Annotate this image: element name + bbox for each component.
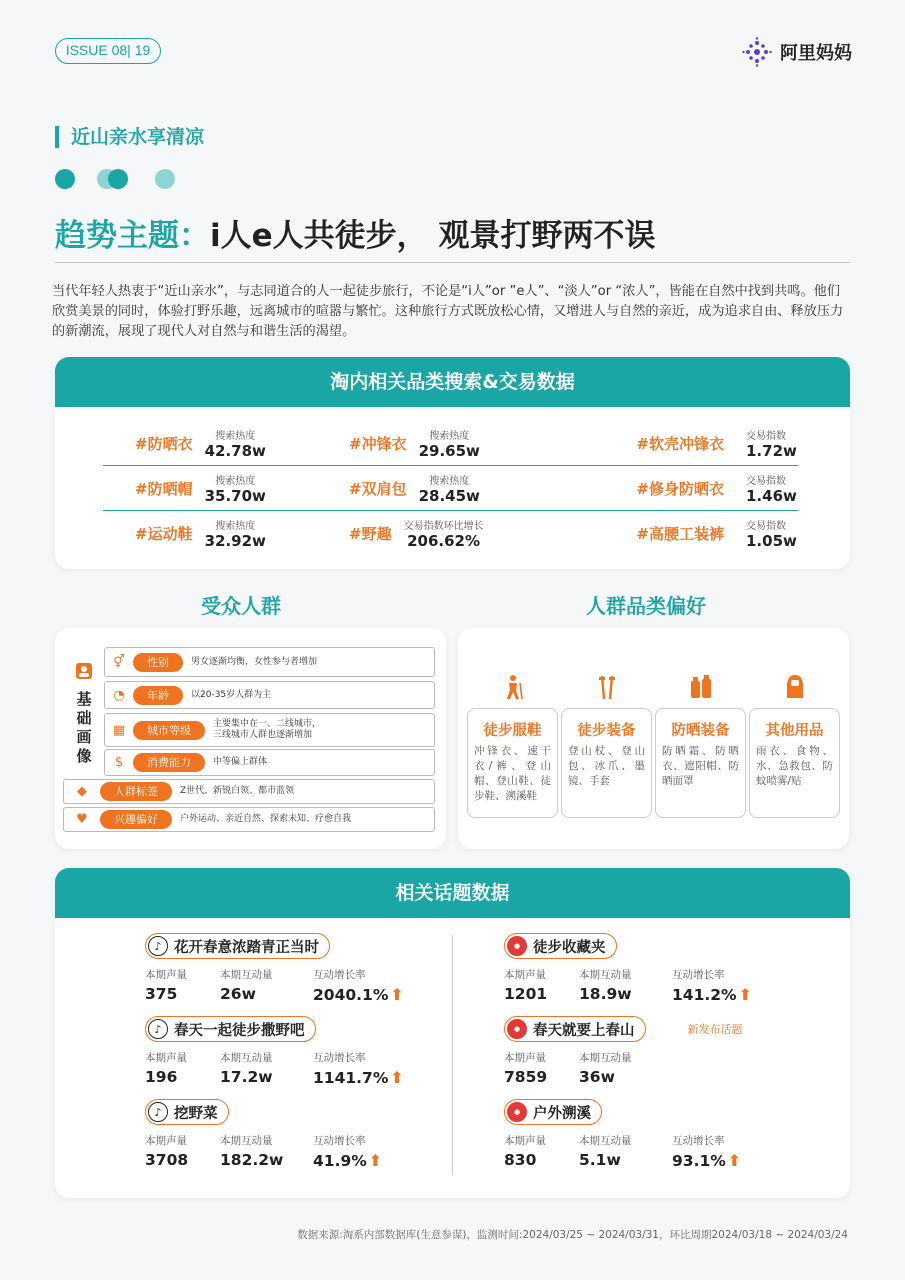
metric-label: 本期互动量 — [579, 1052, 632, 1064]
brand-name: 阿里妈妈 — [780, 43, 852, 64]
search-row — [103, 466, 798, 511]
metric-value — [220, 1068, 313, 1086]
topic-block — [504, 1099, 804, 1170]
title-rest: i人e人共徒步， 观景打野两不误 — [210, 218, 656, 254]
arrow-up-icon: ⬆ — [390, 985, 404, 1004]
metric-label: 搜索热度 — [215, 475, 256, 487]
tag-icon: ◆ — [77, 784, 87, 799]
metric-label: 交易指数 — [746, 430, 786, 442]
arrow-up-icon: ⬆ — [727, 1151, 742, 1170]
metric-value — [504, 985, 579, 1003]
topic-block — [504, 933, 804, 1004]
audience-row — [63, 779, 435, 804]
topic-volume — [145, 1050, 220, 1087]
metric-label: 交易指数 — [746, 521, 786, 532]
metric-label: 交易指数环比增长 — [403, 521, 484, 532]
metric-label: 搜索热度 — [215, 430, 256, 442]
brand-logo — [742, 37, 852, 67]
topic-interaction — [579, 967, 672, 1004]
category-tag: #修身防晒衣 — [636, 479, 724, 498]
topic-interaction — [220, 1133, 313, 1170]
arrow-up-icon: ⬆ — [390, 1068, 404, 1087]
metric-number: 93.1% — [672, 1151, 726, 1170]
topic-name: 花开春意浓踏青正当时 — [174, 939, 319, 956]
audience-desc: 主要集中在一、二线城市， 三线城市人群也逐渐增加 — [213, 719, 322, 740]
category-tag: #高腰工装裤 — [636, 525, 724, 543]
search-cell — [103, 472, 333, 505]
metric — [746, 472, 798, 505]
metric-number: 26w — [220, 985, 256, 1003]
search-data-card — [55, 357, 850, 569]
section-label: 近山亲水享清凉 — [55, 126, 204, 148]
topic-volume — [145, 967, 220, 1004]
metric-number: 141.2% — [672, 985, 737, 1004]
topic-block — [504, 1016, 804, 1086]
metric-value — [313, 1068, 404, 1087]
audience-pill: 城市等级 — [133, 721, 205, 740]
search-cell — [333, 427, 581, 460]
metric-value: 1.05w — [746, 532, 797, 550]
tiktok-icon: ♪ — [148, 936, 168, 956]
metric-value — [145, 1068, 220, 1086]
topic-metrics — [504, 1050, 804, 1086]
metric-label: 互动增长率 — [313, 969, 366, 981]
metric — [746, 427, 798, 460]
audience-pill: 消费能力 — [133, 753, 205, 772]
hiker-icon — [467, 674, 558, 704]
audience-desc: 户外运动、亲近自然、探索未知、疗愈自我 — [180, 814, 352, 824]
topic-growth — [313, 967, 404, 1004]
search-cell — [581, 427, 798, 460]
category-tag: #运动鞋 — [135, 525, 193, 543]
topic-metrics — [145, 1133, 445, 1170]
money-icon: $ — [114, 755, 124, 770]
topic-interaction — [579, 1133, 672, 1170]
metric-label: 本期声量 — [504, 1135, 546, 1147]
topic-metrics — [145, 967, 445, 1004]
audience-desc: 中等偏上群体 — [213, 757, 268, 767]
topic-header — [145, 933, 445, 959]
heart-icon: ♥ — [76, 812, 88, 827]
metric-value — [145, 985, 220, 1003]
metric-value: 42.78w — [204, 441, 266, 460]
search-row — [103, 421, 798, 466]
preference-title: 其他用品 — [765, 723, 824, 739]
basic-portrait-label — [73, 662, 95, 766]
metric-value — [145, 1151, 220, 1169]
audience-row — [104, 713, 435, 747]
basic-portrait-text — [73, 690, 95, 766]
metric-value — [672, 985, 757, 1004]
topic-metrics — [504, 967, 804, 1004]
metric-label: 本期声量 — [145, 1135, 187, 1147]
topic-volume — [504, 967, 579, 1004]
preference-card — [458, 628, 849, 849]
topic-name: 春天一起徒步撒野吧 — [174, 1022, 305, 1039]
topic-growth — [672, 967, 757, 1004]
topic-metrics — [504, 1133, 804, 1170]
preference-box — [467, 708, 558, 818]
category-tag: #野趣 — [349, 525, 392, 543]
metric-number: 3708 — [145, 1151, 189, 1169]
metric — [404, 517, 484, 550]
category-tag: #防晒衣 — [135, 434, 193, 453]
city-icon: ▦ — [112, 722, 126, 738]
brand-dots-icon — [742, 37, 772, 67]
divider — [55, 262, 850, 263]
topic-block — [145, 1016, 445, 1087]
decorative-dots — [55, 168, 185, 190]
basic-portrait-char: 像 — [76, 747, 92, 765]
metric-number: 375 — [145, 985, 178, 1003]
search-cell — [581, 517, 798, 550]
metric — [205, 517, 266, 550]
metric-number: 1141.7% — [313, 1068, 389, 1087]
metric-label: 本期声量 — [504, 1052, 546, 1064]
preference-desc: 冲锋衣、速干衣/裤、登山帽、登山鞋、徒步鞋、溯溪鞋 — [474, 745, 551, 802]
topics-card-title: 相关话题数据 — [55, 868, 850, 918]
topic-volume — [504, 1133, 579, 1170]
topic-header — [504, 1016, 804, 1042]
metric-label: 互动增长率 — [672, 969, 725, 981]
preference-title: 徒步服鞋 — [483, 723, 542, 739]
trekking-pole-icon — [561, 674, 652, 704]
metric-value — [220, 1151, 313, 1169]
metric — [205, 472, 266, 505]
age-icon: ◔ — [113, 687, 125, 703]
metric-label: 本期互动量 — [579, 1135, 632, 1147]
metric-label: 互动增长率 — [313, 1135, 366, 1147]
audience-desc: 男女逐渐均衡，女性参与者增加 — [191, 656, 318, 667]
topic-pill[interactable] — [145, 1016, 316, 1042]
preference-title: 防晒装备 — [671, 723, 730, 739]
metric-value: 32.92w — [204, 532, 266, 550]
metric — [419, 472, 480, 505]
arrow-up-icon: ⬆ — [368, 1151, 383, 1170]
audience-title: 受众人群 — [201, 594, 281, 618]
tiktok-icon: ♪ — [148, 1019, 168, 1039]
search-cell — [333, 472, 581, 505]
audience-pill: 性别 — [133, 653, 183, 672]
preference-box — [561, 708, 652, 818]
intro-paragraph: 当代年轻人热衷于“近山亲水”，与志同道合的人一起徒步旅行，不论是“i人”or ”e人”、“淡人”or “浓人”，皆能在自然中找到共鸣。他们欣赏美景的同时，体验打野乐趣，远离城市的喧嚣与繁忙。这种旅行方式既放松心情，又增进人与自然的亲近，成为追求自由、释放压力的新潮流，展现了现代人对自然与和谐生活的渴望。 — [52, 284, 844, 339]
topic-growth — [672, 1133, 757, 1170]
topic-header — [145, 1016, 445, 1042]
topic-pill[interactable] — [145, 1099, 229, 1125]
metric-label: 搜索热度 — [429, 430, 470, 442]
topic-header — [504, 933, 804, 959]
topic-interaction — [220, 1050, 313, 1087]
metric — [205, 427, 266, 460]
metric-value — [313, 1151, 398, 1170]
basic-portrait-char: 基 — [76, 690, 92, 708]
topic-block — [145, 933, 445, 1004]
metric-label: 互动增长率 — [672, 1135, 725, 1147]
metric-number: 2040.1% — [313, 985, 389, 1004]
audience-row — [63, 807, 435, 832]
metric-number: 17.2w — [220, 1068, 273, 1086]
sunscreen-icon — [655, 674, 746, 704]
topic-interaction — [579, 1050, 672, 1086]
metric-value — [313, 985, 404, 1004]
category-tag: #防晒帽 — [135, 479, 193, 498]
metric-value: 28.45w — [418, 486, 480, 505]
topic-volume — [145, 1133, 220, 1170]
audience-pill: 人群标签 — [100, 782, 172, 801]
search-cell — [333, 517, 581, 550]
topic-name: 户外溯溪 — [533, 1105, 591, 1122]
gender-icon: ⚥ — [113, 654, 125, 670]
audience-desc: 以20-35岁人群为主 — [191, 689, 272, 700]
topics-divider — [452, 935, 453, 1175]
metric-label: 交易指数 — [746, 475, 786, 487]
topic-pill[interactable] — [504, 1016, 646, 1042]
topic-name: 挖野菜 — [174, 1105, 218, 1122]
preference-desc: 登山杖、登山包、冰爪、墨镜、手套 — [568, 745, 645, 787]
search-row — [103, 511, 798, 556]
topic-pill[interactable] — [145, 933, 330, 959]
category-tag: #冲锋衣 — [349, 434, 407, 453]
search-cell — [103, 517, 333, 550]
metric-value — [672, 1151, 757, 1170]
metric-number: 196 — [145, 1068, 178, 1086]
audience-pill: 年龄 — [133, 686, 183, 705]
search-card-title: 淘内相关品类搜索&交易数据 — [55, 357, 850, 407]
arrow-up-icon: ⬆ — [738, 985, 752, 1004]
topic-volume — [504, 1050, 579, 1086]
audience-desc: Z世代、新锐白领、都市蓝领 — [180, 786, 295, 796]
category-tag: #软壳冲锋衣 — [636, 434, 724, 453]
audience-card — [55, 628, 446, 849]
search-data-grid — [103, 421, 798, 556]
topic-header — [504, 1099, 804, 1125]
preference-desc: 雨衣、食物、水、急救包、防蚊喷雾/贴 — [756, 745, 833, 787]
basic-portrait-char: 画 — [76, 728, 92, 746]
metric-number: 7859 — [504, 1068, 548, 1086]
metric-label: 本期互动量 — [220, 1135, 273, 1147]
audience-row — [104, 681, 435, 709]
topic-block — [145, 1099, 445, 1170]
xiaohongshu-icon: ● — [507, 1019, 527, 1039]
metric — [419, 427, 480, 460]
metric-label: 搜索热度 — [215, 521, 256, 532]
metric-number: 18.9w — [579, 985, 632, 1003]
issue-badge: ISSUE 08| 19 — [55, 38, 161, 64]
audience-row — [104, 647, 435, 677]
raincoat-icon — [749, 674, 840, 704]
metric-value — [504, 1068, 579, 1086]
audience-row — [104, 749, 435, 776]
metric — [746, 517, 798, 550]
metric-value: 35.70w — [204, 486, 266, 505]
data-source-note: 数据来源:淘系内部数据库(生意参谋)，监测时间:2024/03/25 ~ 2024/03/31，环比周期2024/03/18 ~ 2024/03/24 — [297, 1229, 848, 1241]
preference-title: 人群品类偏好 — [586, 594, 706, 618]
metric-value — [579, 985, 672, 1003]
new-topic-note: 新发布话题 — [687, 1023, 743, 1036]
preference-box — [749, 708, 840, 818]
topic-pill[interactable] — [504, 933, 617, 959]
metric-number: 36w — [579, 1068, 615, 1086]
xiaohongshu-icon: ● — [507, 1102, 527, 1122]
metric-value: 206.62% — [407, 532, 481, 550]
metric-label: 本期互动量 — [220, 969, 273, 981]
preference-box — [655, 708, 746, 818]
topic-pill[interactable] — [504, 1099, 602, 1125]
audience-pill: 兴趣偏好 — [100, 810, 172, 829]
metric-label: 本期互动量 — [220, 1052, 273, 1064]
preference-title: 徒步装备 — [577, 723, 636, 739]
metric-value: 1.46w — [746, 486, 797, 505]
metric-number: 182.2w — [220, 1151, 284, 1169]
title-accent: 趋势主题： — [55, 218, 210, 254]
metric-value — [220, 985, 313, 1003]
basic-portrait-char: 础 — [76, 709, 92, 727]
metric-label: 互动增长率 — [313, 1052, 366, 1064]
profile-icon — [75, 662, 93, 680]
metric-label: 本期声量 — [145, 1052, 187, 1064]
metric-value — [579, 1151, 672, 1169]
topic-metrics — [145, 1050, 445, 1087]
metric-label: 搜索热度 — [429, 475, 470, 487]
metric-number: 830 — [504, 1151, 537, 1169]
search-cell — [103, 427, 333, 460]
metric-number: 41.9% — [313, 1151, 367, 1170]
tiktok-icon: ♪ — [148, 1102, 168, 1122]
preference-desc: 防晒霜、防晒衣、遮阳帽、防晒面罩 — [662, 745, 739, 787]
metric-label: 本期声量 — [504, 969, 546, 981]
metric-label: 本期互动量 — [579, 969, 632, 981]
topic-growth — [313, 1133, 398, 1170]
metric-label: 本期声量 — [145, 969, 187, 981]
topic-name: 徒步收藏夹 — [533, 939, 606, 956]
metric-value — [579, 1068, 672, 1086]
metric-number: 1201 — [504, 985, 548, 1003]
metric-value: 1.72w — [746, 441, 797, 460]
metric-number: 5.1w — [579, 1151, 621, 1169]
topic-growth — [313, 1050, 404, 1087]
search-cell — [581, 472, 798, 505]
topic-interaction — [220, 967, 313, 1004]
page-title — [55, 210, 655, 255]
topic-header — [145, 1099, 445, 1125]
metric-value — [504, 1151, 579, 1169]
xiaohongshu-icon: ● — [507, 936, 527, 956]
category-tag: #双肩包 — [349, 479, 407, 498]
topic-name: 春天就要上春山 — [533, 1022, 635, 1039]
metric-value: 29.65w — [418, 441, 480, 460]
